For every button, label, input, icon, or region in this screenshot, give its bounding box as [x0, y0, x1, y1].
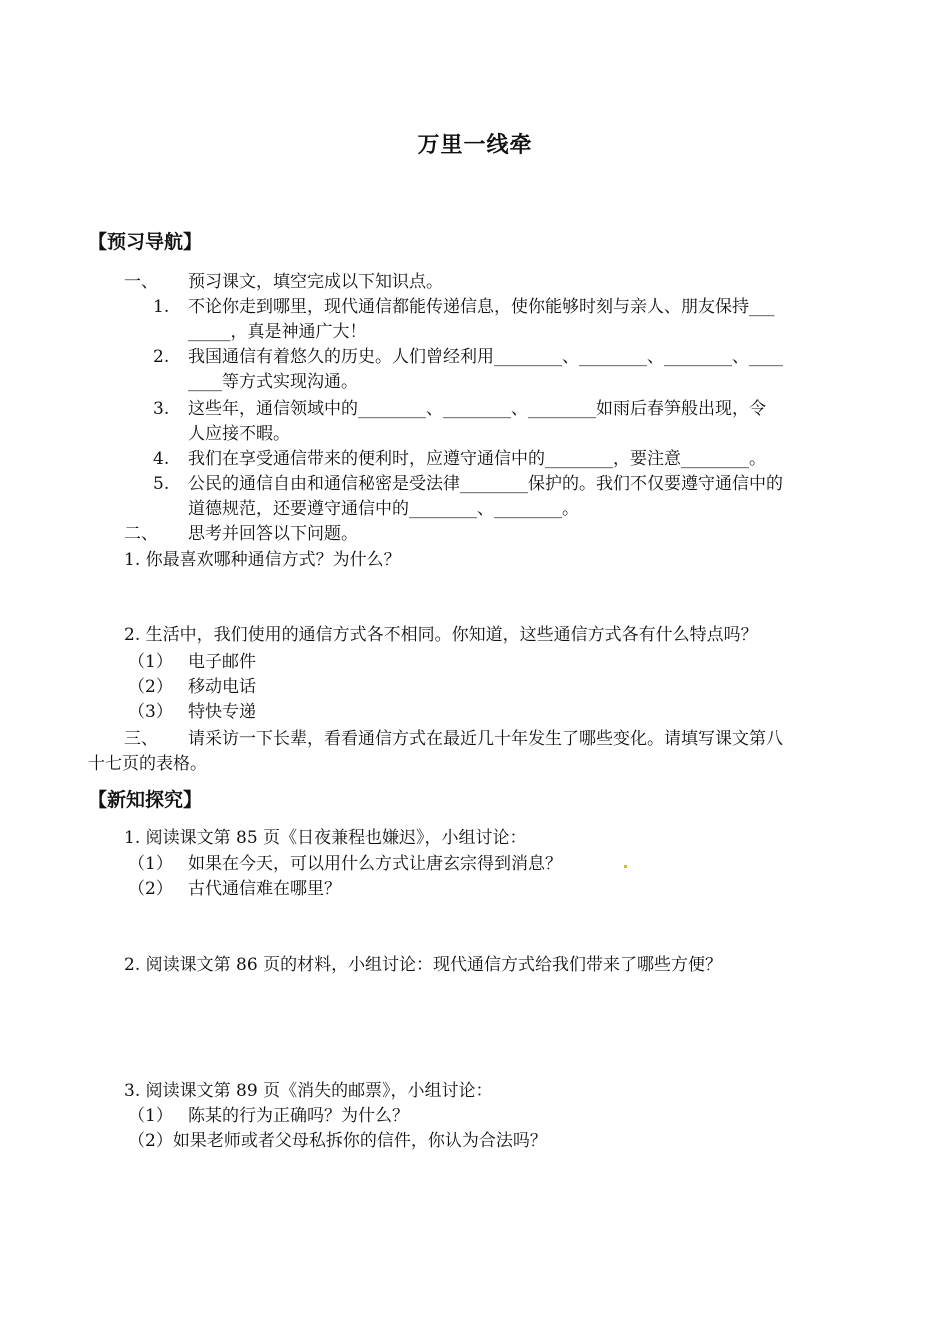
item-5-line1: 公民的通信自由和通信秘密是受法律________保护的。我们不仅要遵守通信中的	[188, 474, 783, 494]
explore-q1-sub-1-text: 如果在今天，可以用什么方式让唐玄宗得到消息？	[188, 854, 562, 874]
sub-2-number: （2）	[128, 677, 173, 697]
sub-3-number: （3）	[128, 702, 173, 722]
page-title: 万里一线牵	[417, 133, 533, 158]
section-heading-preview: 【预习导航】	[88, 231, 203, 253]
part1-number: 一、	[124, 272, 158, 292]
item-2-number: 2.	[153, 347, 170, 367]
sub-3-text: 特快专递	[188, 702, 256, 722]
item-3-line1: 这些年，通信领域中的________、________、________如雨后春笋般出现，令	[188, 399, 766, 419]
edit-mark	[624, 865, 627, 868]
item-1-number: 1.	[153, 297, 170, 317]
item-5-number: 5.	[153, 474, 170, 494]
item-4-line1: 我们在享受通信带来的便利时，应遵守通信中的________，要注意________。	[188, 449, 766, 469]
explore-q3-sub-1-text: 陈某的行为正确吗？为什么？	[188, 1106, 409, 1126]
sub-1-number: （1）	[128, 652, 173, 672]
explore-question-1: 1. 阅读课文第 85 页《日夜兼程也嫌迟》，小组讨论：	[124, 828, 527, 848]
part2-instruction: 思考并回答以下问题。	[188, 524, 358, 544]
item-3-number: 3.	[153, 399, 170, 419]
explore-q1-sub-2-text: 古代通信难在哪里？	[188, 879, 341, 899]
explore-q1-sub-2-number: （2）	[128, 879, 173, 899]
sub-2-text: 移动电话	[188, 677, 256, 697]
part3-line1: 请采访一下长辈，看看通信方式在最近几十年发生了哪些变化。请填写课文第八	[188, 729, 783, 749]
item-2-line1: 我国通信有着悠久的历史。人们曾经利用________、________、________、____	[188, 347, 783, 367]
sub-1-text: 电子邮件	[188, 652, 256, 672]
explore-q3-sub-1-number: （1）	[128, 1106, 173, 1126]
explore-question-3: 3. 阅读课文第 89 页《消失的邮票》，小组讨论：	[124, 1081, 493, 1101]
item-2-line2: ____等方式实现沟通。	[188, 372, 358, 392]
section-heading-explore: 【新知探究】	[88, 789, 203, 811]
part3-number: 三、	[124, 729, 158, 749]
part3-line2: 十七页的表格。	[88, 754, 207, 774]
item-5-line2: 道德规范，还要遵守通信中的________、________。	[188, 499, 579, 519]
item-4-number: 4.	[153, 449, 170, 469]
explore-q1-sub-1-number: （1）	[128, 854, 173, 874]
explore-q3-sub-2: （2）如果老师或者父母私拆你的信件，你认为合法吗？	[128, 1131, 547, 1151]
part2-number: 二、	[124, 524, 158, 544]
item-3-line2: 人应接不暇。	[188, 424, 290, 444]
explore-question-2: 2. 阅读课文第 86 页的材料，小组讨论：现代通信方式给我们带来了哪些方便？	[124, 955, 723, 975]
part2-question-1: 1. 你最喜欢哪种通信方式？为什么？	[124, 550, 401, 570]
item-1-line1: 不论你走到哪里，现代通信都能传递信息，使你能够时刻与亲人、朋友保持___	[188, 297, 775, 317]
part2-question-2: 2. 生活中，我们使用的通信方式各不相同。你知道，这些通信方式各有什么特点吗？	[124, 625, 758, 645]
part1-instruction: 预习课文，填空完成以下知识点。	[188, 272, 443, 292]
item-1-line2: _____，真是神通广大！	[188, 322, 367, 342]
